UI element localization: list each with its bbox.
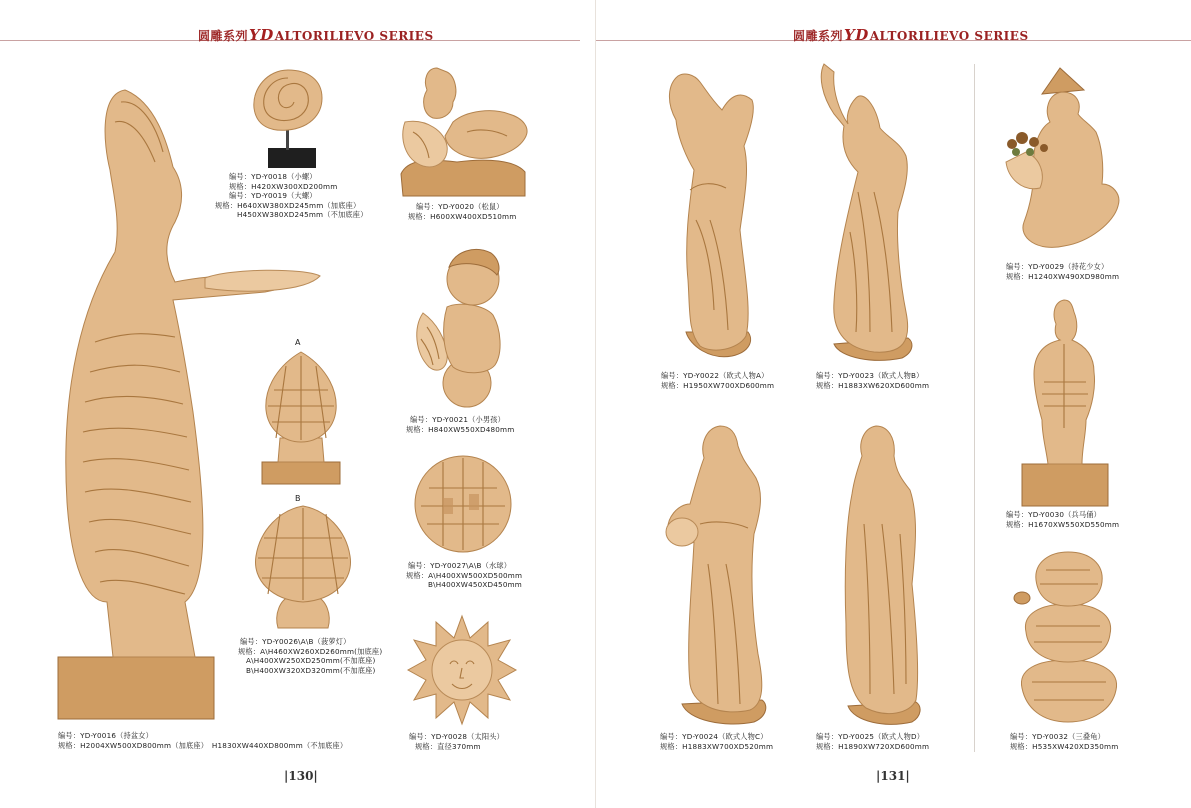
turtle-y0032-image [1012,550,1124,724]
product-spec-2: B\H400XW450XD450mm [428,580,523,590]
product-spec: 规格：H420XW300XD200mm [229,181,338,191]
caption-y0021 [406,415,514,434]
pineapple-lamp-b-image [250,504,356,628]
caption-y0023 [816,371,929,390]
product-code: 编号：YD-Y0016（持盆女） [58,731,154,740]
product-spec: 规格：H535XW420XD350mm [1010,741,1119,751]
series-title-en: ALTORILIEVO SERIES [274,29,434,43]
warrior-y0030-image [1020,298,1110,510]
caption-y0018 [215,172,368,220]
product-code: 编号：YD-Y0032（三叠龟） [1010,732,1106,741]
product-spec-3: B\H400XW320XD320mm(不加底座) [246,665,376,675]
series-title-right [793,26,1029,44]
product-spec: 规格：A\H400XW500XD500mm [406,570,523,580]
product-code: 编号：YD-Y0021（小男孩） [410,415,506,424]
product-code: 编号：YD-Y0029（持花少女） [1006,262,1109,271]
shell-y0018-image [250,66,326,170]
caption-y0022 [661,371,774,390]
product-code: 编号：YD-Y0025（欧式人物D） [816,732,925,741]
product-spec-2: A\H400XW250XD250mm(不加底座) [246,656,376,666]
series-title-cn: 圆雕系列 [793,29,844,43]
product-code: 编号：YD-Y0022（欧式人物A） [661,371,769,380]
water-ball-y0027-image [413,454,513,554]
figure-y0024-image [664,424,772,728]
product-spec: 规格：A\H460XW260XD260mm(加底座) [238,646,383,656]
caption-y0020 [408,202,516,221]
page-gutter [595,0,596,808]
product-spec: 规格：H1883XW700XD520mm [660,741,774,751]
pineapple-lamp-a-image [256,350,346,486]
figure-y0025-image [836,424,924,730]
page-number-left: |130| [284,769,318,783]
product-code: 编号：YD-Y0026\A\B（菠萝灯） [240,637,351,646]
squirrel-y0020-image [397,62,533,200]
sun-head-y0028-image [406,614,518,726]
series-title-en: ALTORILIEVO SERIES [869,29,1029,43]
product-spec-2: 规格：H640XW380XD245mm（加底座） [215,200,361,210]
column-divider [974,64,975,752]
product-spec: 规格：H840XW550XD480mm [406,424,515,434]
variant-label-a: A [295,338,301,347]
product-spec: 规格：直径370mm [415,741,481,751]
cherub-y0021-image [413,243,509,409]
series-title-left [198,26,434,44]
caption-y0027 [406,561,522,590]
product-code: 编号：YD-Y0027\A\B（水球） [408,561,512,570]
series-title-cn: 圆雕系列 [198,29,249,43]
product-spec-3: H450XW380XD245mm（不加底座） [237,210,368,220]
brand-logo-icon: YD [249,26,274,44]
product-code: 编号：YD-Y0028（太阳头） [409,732,505,741]
caption-y0032 [1010,732,1118,751]
caption-y0024 [660,732,773,751]
product-spec: 规格：H600XW400XD510mm [408,211,517,221]
product-spec: 规格：H1950XW700XD600mm [661,380,775,390]
caption-y0028 [409,732,504,751]
product-code: 编号：YD-Y0024（欧式人物C） [660,732,768,741]
product-code: 编号：YD-Y0023（欧式人物B） [816,371,924,380]
product-spec: 规格：H2004XW500XD800mm（加底座） H1830XW440XD800mm（不加底座） [58,740,348,750]
caption-y0025 [816,732,929,751]
product-code: 编号：YD-Y0020（松鼠） [416,202,504,211]
product-spec: 规格：H1240XW490XD980mm [1006,271,1120,281]
figure-y0022-image [660,70,760,362]
product-spec: 规格：H1670XW550XD550mm [1006,519,1120,529]
product-spec: 规格：H1890XW720XD600mm [816,741,930,751]
caption-y0029 [1006,262,1119,281]
product-code-2: 编号：YD-Y0019（大螺） [229,191,317,201]
caption-y0016 [58,731,347,750]
product-spec: 规格：H1883XW620XD600mm [816,380,930,390]
brand-logo-icon: YD [844,26,869,44]
figure-y0023-image [814,62,918,366]
product-code: 编号：YD-Y0030（兵马俑） [1006,510,1102,519]
caption-y0026 [238,637,382,675]
variant-label-b: B [295,494,301,503]
page-number-right: |131| [876,769,910,783]
flower-girl-y0029-image [1004,66,1122,256]
product-code: 编号：YD-Y0018（小螺） [229,172,317,181]
caption-y0030 [1006,510,1119,529]
